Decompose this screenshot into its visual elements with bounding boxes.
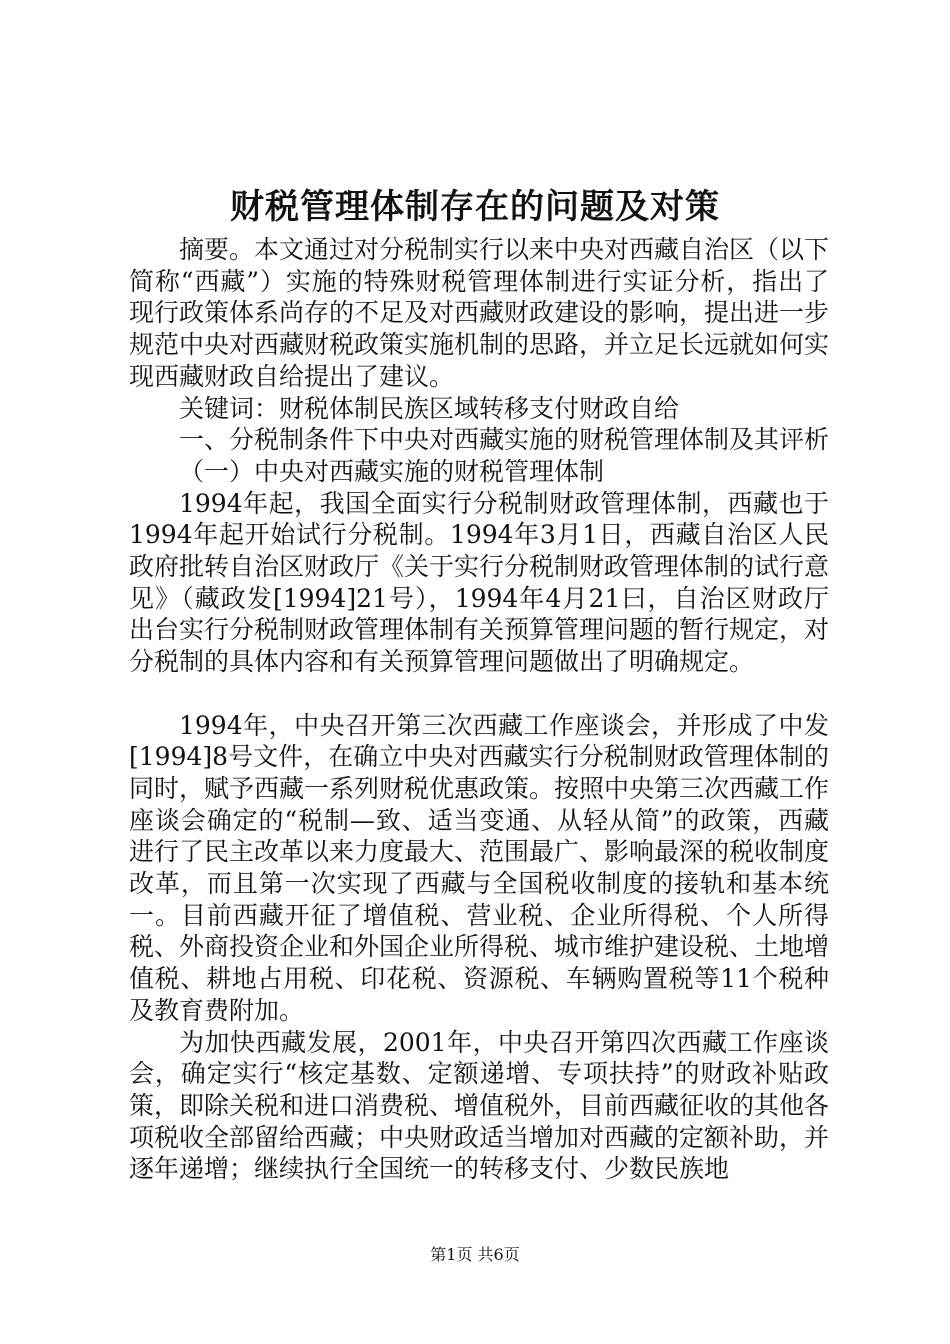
abstract-paragraph: 摘要。本文通过对分税制实行以来中央对西藏自治区（以下简称“西藏”）实施的特殊财税管理体制进行实证分析，指出了现行政策体系尚存的不足及对西藏财政建设的影响，提出进一步规范中央对西藏财税政策实施机制的思路，并立足长远就如何实现西藏财政自给提出了建议。 bbox=[129, 235, 830, 391]
section-heading: 一、分税制条件下中央对西藏实施的财税管理体制及其评析 bbox=[179, 425, 830, 455]
subsection-heading: （一）中央对西藏实施的财税管理体制 bbox=[179, 456, 605, 486]
body-paragraph: 1994年起，我国全面实行分税制财政管理体制，西藏也于1994年起开始试行分税制。1994年3月1日，西藏自治区人民政府批转自治区财政厅《关于实行分税制财政管理体制的试行意见》（藏政发[1994]21号），1994年4月21曰，自治区财政厅出台实行分税制财政管理体制有关预算管理问题的暂行规定，对分税制的具体内容和有关预算管理问题做出了明确规定。 bbox=[129, 488, 830, 677]
keywords-paragraph: 关键词：财税体制民族区域转移支付财政自给 bbox=[179, 393, 680, 423]
page-footer: 第1页 共6页 bbox=[430, 1245, 520, 1264]
document-title: 财税管理体制存在的问题及对策 bbox=[230, 187, 720, 227]
document-body bbox=[129, 234, 829, 1185]
body-paragraph: 1994年，中央召开第三次西藏工作座谈会，并形成了中发[1994]8号文件，在确立中央对西藏实行分税制财政管理体制的同时，赋予西藏一系列财税优惠政策。按照中央第三次西藏工作座谈会确定的“税制—致、适当变通、从轻从简”的政策，西藏进行了民主改革以来力度最大、范围最广、影响最深的税收制度改革，而且第一次实现了西藏与全国税收制度的接轨和基本统一。目前西藏开征了增值税、营业税、企业所得税、个人所得税、外商投资企业和外国企业所得税、城市维护建设税、土地增值税、耕地占用税、印花税、资源税、车辆购置税等11个税种及教育费附加。 bbox=[129, 710, 830, 1025]
body-paragraph: 为加快西藏发展，2001年，中央召开第四次西藏工作座谈会，确定实行“核定基数、定额递增、专项扶持”的财政补贴政策，即除关税和进口消费税、增值税外，目前西藏征收的其他各项税收全部留给西藏；中央财政适当增加对西藏的定额补助，并逐年递增；继续执行全国统一的转移支付、少数民族地 bbox=[129, 1027, 830, 1184]
